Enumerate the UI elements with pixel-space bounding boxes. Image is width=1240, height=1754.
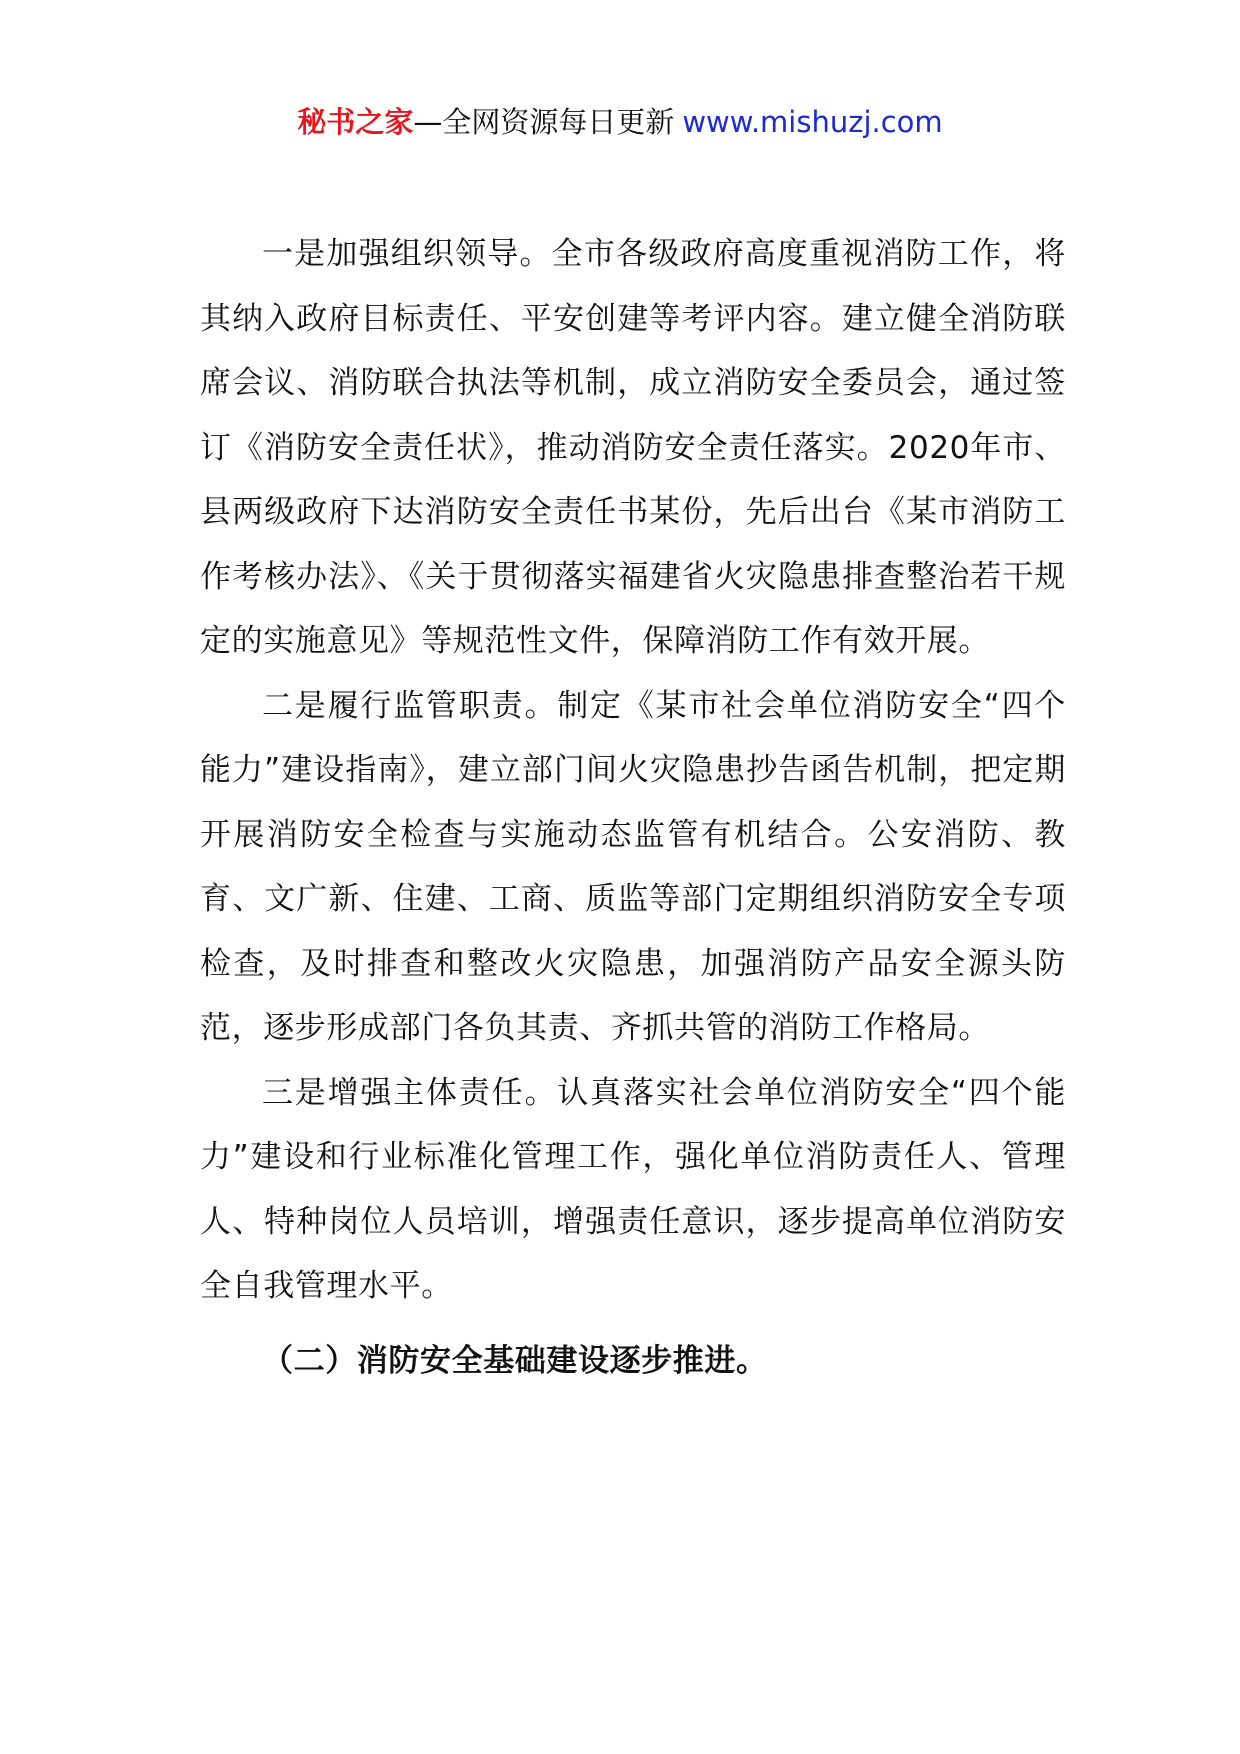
section-heading: （二）消防安全基础建设逐步推进。 <box>262 1342 768 1379</box>
document-body <box>200 222 1066 1393</box>
paragraph-main-responsibility: 三是增强主体责任。认真落实社会单位消防安全“四个能力”建设和行业标准化管理工作，强化单位消防责任人、管理人、特种岗位人员培训，增强责任意识，逐步提高单位消防安全自我管理水平。 <box>200 1074 1066 1304</box>
header-dash: — <box>413 105 443 139</box>
paragraph-organization-leadership: 一是加强组织领导。全市各级政府高度重视消防工作，将其纳入政府目标责任、平安创建等考评内容。建立健全消防联席会议、消防联合执法等机制，成立消防安全委员会，通过签订《消防安全责任状》，推动消防安全责任落实。2020年市、县两级政府下达消防安全责任书某份，先后出台《某市消防工作考核办法》、《关于贯彻落实福建省火灾隐患排查整治若干规定的实施意见》等规范性文件，保障消防工作有效开展。 <box>200 236 1066 659</box>
brand-name: 秘书之家 <box>297 105 414 139</box>
page-header <box>0 102 1240 142</box>
paragraph-supervision-duties: 二是履行监管职责。制定《某市社会单位消防安全“四个能力”建设指南》，建立部门间火灾隐患抄告函告机制，把定期开展消防安全检查与实施动态监管有机结合。公安消防、教育、文广新、住建、工商、质监等部门定期组织消防安全专项检查，及时排查和整改火灾隐患，加强消防产品安全源头防范，逐步形成部门各负其责、齐抓共管的消防工作格局。 <box>200 687 1066 1046</box>
website-link[interactable]: www.mishuzj.com <box>682 105 943 139</box>
header-slogan: 全网资源每日更新 <box>442 105 675 139</box>
